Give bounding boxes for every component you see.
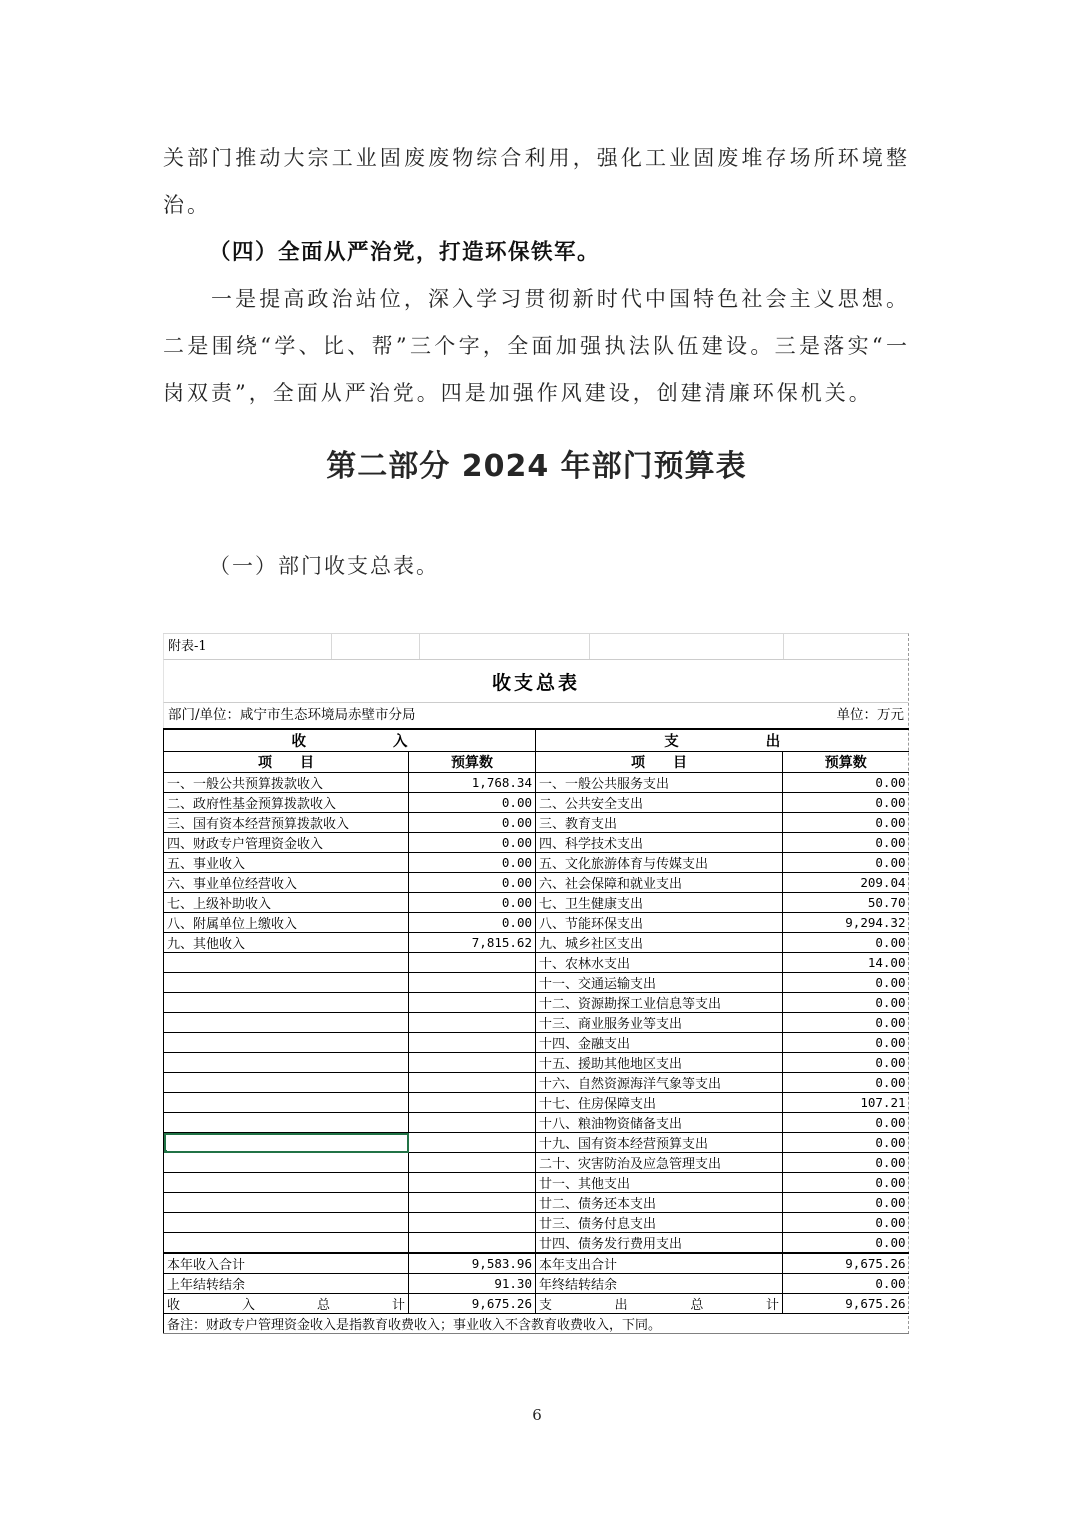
- heading-section-4: （四）全面从严治党，打造环保铁军。: [209, 240, 601, 265]
- income-item-cell: [164, 1073, 409, 1093]
- income-budget-cell: 0.00: [409, 893, 536, 913]
- table-row: [164, 773, 909, 793]
- expense-item-cell: 十五、援助其他地区支出: [536, 1053, 783, 1073]
- part-two-title: 第二部分 2024 年部门预算表: [326, 449, 747, 484]
- income-item-cell: 二、政府性基金预算拨款收入: [164, 793, 409, 813]
- income-group-header: 收 入: [164, 729, 536, 752]
- income-item-cell: [164, 1093, 409, 1113]
- table-row: [164, 1073, 909, 1093]
- income-budget-header: 预算数: [409, 752, 536, 773]
- table-row: [164, 1053, 909, 1073]
- table-row: [164, 913, 909, 933]
- expense-budget-cell: 0.00: [783, 933, 909, 953]
- income-budget-cell: [409, 1013, 536, 1033]
- expense-item-cell: 八、节能环保支出: [536, 913, 783, 933]
- expense-item-cell: 三、教育支出: [536, 813, 783, 833]
- income-budget-cell: 0.00: [409, 913, 536, 933]
- expense-budget-cell: 0.00: [783, 1113, 909, 1133]
- income-budget-cell: [409, 953, 536, 973]
- expense-item-cell: 本年支出合计: [536, 1253, 783, 1274]
- table-row: [164, 1213, 909, 1233]
- table-row: [164, 933, 909, 953]
- income-budget-cell: 0.00: [409, 793, 536, 813]
- income-budget-cell: 0.00: [409, 873, 536, 893]
- income-item-cell: [164, 1173, 409, 1193]
- income-item-cell: 四、财政专户管理资金收入: [164, 833, 409, 853]
- sheet-label: 附表-1: [168, 639, 207, 654]
- income-item-cell: 八、附属单位上缴收入: [164, 913, 409, 933]
- expense-item-cell: 七、卫生健康支出: [536, 893, 783, 913]
- expense-budget-cell: 0.00: [783, 1033, 909, 1053]
- expense-item-cell: 十、农林水支出: [536, 953, 783, 973]
- income-budget-cell: 9,675.26: [409, 1294, 536, 1314]
- income-item-cell: [164, 1113, 409, 1133]
- income-budget-cell: 1,768.34: [409, 773, 536, 793]
- expense-budget-cell: 9,294.32: [783, 913, 909, 933]
- expense-item-cell: 支 出 总 计: [536, 1294, 783, 1314]
- income-budget-cell: [409, 1173, 536, 1193]
- document-body: [163, 135, 910, 586]
- expense-item-cell: 十三、商业服务业等支出: [536, 1013, 783, 1033]
- budget-rows: [164, 773, 909, 1254]
- sheet-label-row: [163, 634, 908, 660]
- income-budget-cell: 9,583.96: [409, 1253, 536, 1274]
- expense-item-cell: 十六、自然资源海洋气象等支出: [536, 1073, 783, 1093]
- income-budget-cell: 0.00: [409, 833, 536, 853]
- expense-item-cell: 二、公共安全支出: [536, 793, 783, 813]
- subsection-heading: （一）部门收支总表。: [209, 554, 439, 578]
- paragraph-continuation: 关部门推动大宗工业固废废物综合利用，强化工业固废堆存场所环境整治。: [163, 146, 910, 217]
- income-item-cell: 五、事业收入: [164, 853, 409, 873]
- income-item-cell: 本年收入合计: [164, 1253, 409, 1274]
- income-budget-cell: 91.30: [409, 1274, 536, 1294]
- expense-budget-cell: 50.70: [783, 893, 909, 913]
- table-row: [164, 873, 909, 893]
- total-row: [164, 1294, 909, 1314]
- budget-totals: [164, 1253, 909, 1314]
- income-item-cell: 三、国有资本经营预算拨款收入: [164, 813, 409, 833]
- expense-item-cell: 年终结转结余: [536, 1274, 783, 1294]
- expense-budget-cell: 0.00: [783, 1233, 909, 1254]
- table-row: [164, 1133, 909, 1153]
- income-item-header: 项 目: [164, 752, 409, 773]
- table-row: [164, 1153, 909, 1173]
- expense-item-cell: 二十、灾害防治及应急管理支出: [536, 1153, 783, 1173]
- expense-budget-cell: 0.00: [783, 1274, 909, 1294]
- expense-budget-cell: 209.04: [783, 873, 909, 893]
- income-budget-cell: [409, 1113, 536, 1133]
- expense-budget-cell: 9,675.26: [783, 1253, 909, 1274]
- income-budget-cell: [409, 1233, 536, 1254]
- budget-grid: [163, 728, 909, 1334]
- expense-budget-cell: 0.00: [783, 853, 909, 873]
- income-budget-cell: 0.00: [409, 853, 536, 873]
- table-row: [164, 993, 909, 1013]
- income-budget-cell: [409, 1033, 536, 1053]
- expense-budget-cell: 0.00: [783, 1193, 909, 1213]
- table-row: [164, 813, 909, 833]
- total-row: [164, 1274, 909, 1294]
- table-note: 备注：财政专户管理资金收入是指教育收费收入；事业收入不含教育收费收入，下同。: [164, 1314, 909, 1334]
- gridline: [589, 634, 590, 659]
- note-row: [164, 1314, 909, 1334]
- expense-budget-cell: 0.00: [783, 1173, 909, 1193]
- table-row: [164, 1193, 909, 1213]
- income-item-cell: 七、上级补助收入: [164, 893, 409, 913]
- expense-item-cell: 廿三、债务付息支出: [536, 1213, 783, 1233]
- expense-budget-cell: 0.00: [783, 1133, 909, 1153]
- table-row: [164, 1093, 909, 1113]
- expense-item-cell: 廿二、债务还本支出: [536, 1193, 783, 1213]
- income-item-cell: [164, 1213, 409, 1233]
- table-title: 收支总表: [163, 660, 908, 703]
- expense-budget-cell: 0.00: [783, 1053, 909, 1073]
- body-paragraph: 一是提高政治站位，深入学习贯彻新时代中国特色社会主义思想。二是围绕“学、比、帮”三个字，全面加强执法队伍建设。三是落实“一岗双责”，全面从严治党。四是加强作风建设，创建清廉环保机关。: [163, 287, 910, 405]
- table-row: [164, 973, 909, 993]
- income-budget-cell: 7,815.62: [409, 933, 536, 953]
- income-budget-cell: [409, 973, 536, 993]
- income-budget-cell: 0.00: [409, 813, 536, 833]
- expense-budget-cell: 0.00: [783, 1073, 909, 1093]
- expense-budget-cell: 0.00: [783, 1153, 909, 1173]
- expense-item-cell: 十二、资源勘探工业信息等支出: [536, 993, 783, 1013]
- income-budget-cell: [409, 1053, 536, 1073]
- table-row: [164, 1113, 909, 1133]
- income-item-cell: [164, 1233, 409, 1254]
- income-item-cell: 收 入 总 计: [164, 1294, 409, 1314]
- expense-budget-cell: 9,675.26: [783, 1294, 909, 1314]
- income-item-cell: [164, 953, 409, 973]
- income-item-cell: [164, 1153, 409, 1173]
- expense-item-cell: 四、科学技术支出: [536, 833, 783, 853]
- expense-item-cell: 十七、住房保障支出: [536, 1093, 783, 1113]
- table-row: [164, 1033, 909, 1053]
- gridline: [783, 634, 784, 659]
- income-item-cell: [164, 1133, 409, 1153]
- total-row: [164, 1253, 909, 1274]
- expense-item-cell: 六、社会保障和就业支出: [536, 873, 783, 893]
- dept-unit-row: [163, 703, 908, 728]
- expense-budget-cell: 0.00: [783, 793, 909, 813]
- gridline: [419, 634, 420, 659]
- table-row: [164, 953, 909, 973]
- expense-item-cell: 一、一般公共服务支出: [536, 773, 783, 793]
- income-budget-cell: [409, 1193, 536, 1213]
- income-item-cell: [164, 993, 409, 1013]
- expense-budget-cell: 0.00: [783, 973, 909, 993]
- income-item-cell: [164, 1013, 409, 1033]
- income-item-cell: [164, 1053, 409, 1073]
- expense-item-cell: 十一、交通运输支出: [536, 973, 783, 993]
- expense-item-cell: 五、文化旅游体育与传媒支出: [536, 853, 783, 873]
- page-number: 6: [532, 1406, 542, 1424]
- expense-item-cell: 十九、国有资本经营预算支出: [536, 1133, 783, 1153]
- expense-item-cell: 廿一、其他支出: [536, 1173, 783, 1193]
- expense-budget-cell: 14.00: [783, 953, 909, 973]
- expense-budget-cell: 0.00: [783, 1213, 909, 1233]
- income-budget-cell: [409, 1133, 536, 1153]
- income-item-cell: [164, 973, 409, 993]
- expense-budget-header: 预算数: [783, 752, 909, 773]
- income-budget-cell: [409, 993, 536, 1013]
- expense-budget-cell: 107.21: [783, 1093, 909, 1113]
- gridline: [331, 634, 332, 659]
- table-row: [164, 793, 909, 813]
- unit-label: 单位：万元: [836, 707, 904, 723]
- table-row: [164, 1173, 909, 1193]
- income-budget-cell: [409, 1213, 536, 1233]
- expense-budget-cell: 0.00: [783, 813, 909, 833]
- income-item-cell: 上年结转结余: [164, 1274, 409, 1294]
- income-budget-cell: [409, 1093, 536, 1113]
- income-item-cell: 九、其他收入: [164, 933, 409, 953]
- income-item-cell: [164, 1193, 409, 1213]
- budget-summary-sheet: [163, 633, 909, 1334]
- expense-budget-cell: 0.00: [783, 993, 909, 1013]
- department-label: 部门/单位：咸宁市生态环境局赤壁市分局: [168, 707, 416, 723]
- income-item-cell: [164, 1033, 409, 1053]
- expense-item-header: 项 目: [536, 752, 783, 773]
- expense-item-cell: 九、城乡社区支出: [536, 933, 783, 953]
- expense-group-header: 支 出: [536, 729, 909, 752]
- group-header-row: [164, 729, 909, 752]
- income-budget-cell: [409, 1153, 536, 1173]
- table-row: [164, 853, 909, 873]
- income-budget-cell: [409, 1073, 536, 1093]
- expense-budget-cell: 0.00: [783, 773, 909, 793]
- income-item-cell: 六、事业单位经营收入: [164, 873, 409, 893]
- expense-item-cell: 十四、金融支出: [536, 1033, 783, 1053]
- expense-item-cell: 十八、粮油物资储备支出: [536, 1113, 783, 1133]
- expense-budget-cell: 0.00: [783, 1013, 909, 1033]
- table-row: [164, 893, 909, 913]
- table-row: [164, 833, 909, 853]
- table-row: [164, 1013, 909, 1033]
- column-header-row: [164, 752, 909, 773]
- table-row: [164, 1233, 909, 1254]
- expense-item-cell: 廿四、债务发行费用支出: [536, 1233, 783, 1254]
- income-item-cell: 一、一般公共预算拨款收入: [164, 773, 409, 793]
- expense-budget-cell: 0.00: [783, 833, 909, 853]
